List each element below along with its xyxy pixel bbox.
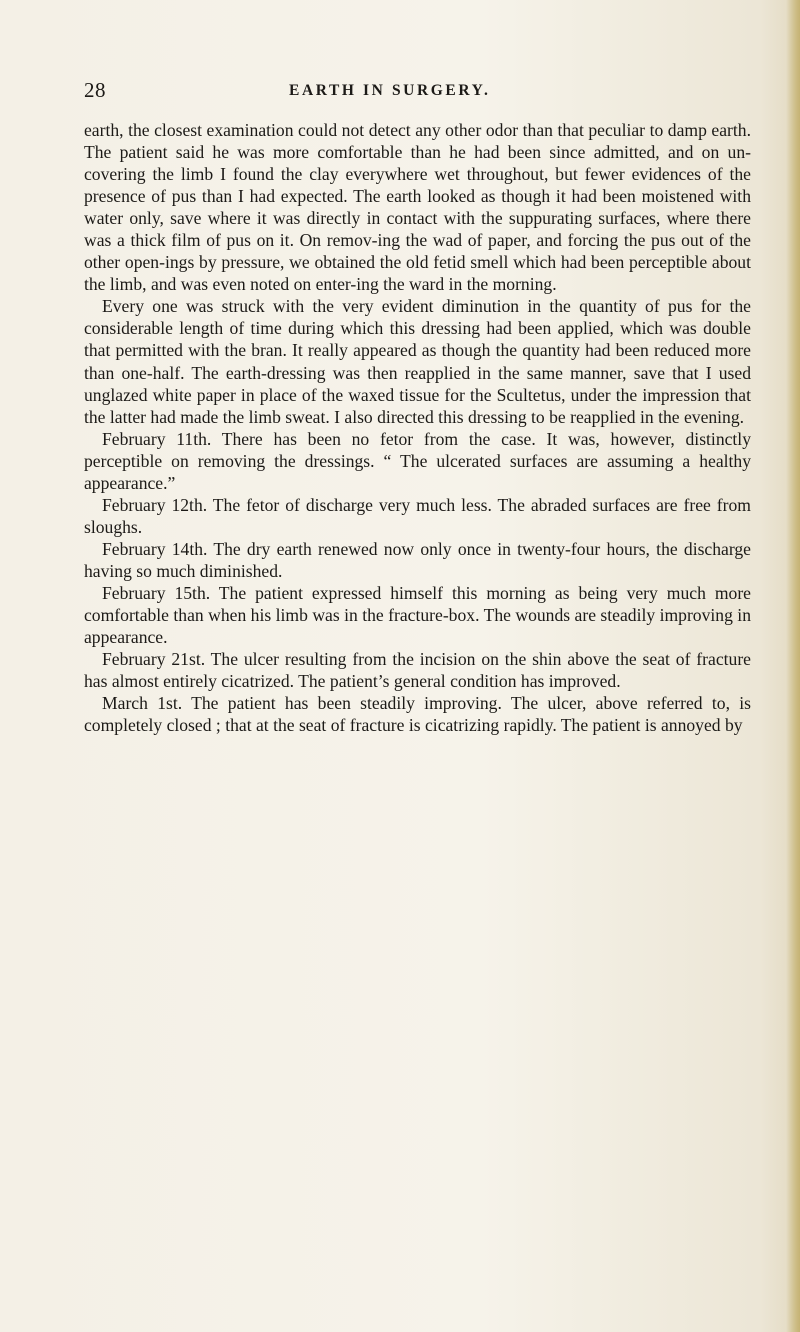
paragraph-continuation: earth, the closest examination could not detect any other odor than that peculiar to damp earth. The patient said he was more comfortable than he had been since admitted, and on un-covering the limb I found the clay everywhere wet throughout, but fewer evidences of the presence of pus than I had expected. The earth looked as though it had been moistened with water only, save where it was directly in contact with the suppurating surfaces, where there was a thick film of pus on it. On remov-ing the wad of paper, and forcing the pus out of the other open-ings by pressure, we obtained the old fetid smell which had been perceptible about the limb, and was even noted on enter-ing the ward in the morning. <box>84 120 751 295</box>
paragraph: Every one was struck with the very evident diminution in the quantity of pus for the considerable length of time during which this dressing had been applied, which was double that permitted with the bran. It really appeared as though the quantity had been reduced more than one-half. The earth-dressing was then reapplied in the same manner, save that I used unglazed white paper in place of the waxed tissue for the Scultetus, under the impression that the latter had made the limb sweat. I also directed this dressing to be reapplied in the evening. <box>84 296 751 427</box>
running-head: EARTH IN SURGERY. <box>289 82 491 99</box>
paragraph-mar-1: March 1st. The patient has been steadily improving. The ulcer, above referred to, is completely closed ; that at the seat of fracture is cicatrizing rapidly. The patient is annoyed by <box>84 693 751 736</box>
paragraph-feb-21: February 21st. The ulcer resulting from the incision on the shin above the seat of fracture has almost entirely cicatrized. The patient’s general condition has improved. <box>84 649 751 692</box>
paragraph-feb-12: February 12th. The fetor of discharge very much less. The abraded surfaces are free from sloughs. <box>84 494 751 537</box>
body-text <box>84 119 751 736</box>
paragraph-feb-15: February 15th. The patient expressed himself this morning as being very much more comfortable than when his limb was in the fracture-box. The wounds are steadily improving in appearance. <box>84 582 751 648</box>
page-header <box>84 78 750 108</box>
paragraph-feb-11: February 11th. There has been no fetor from the case. It was, however, distinctly perceptible on removing the dressings. “ The ulcerated surfaces are assuming a healthy appearance.” <box>84 428 751 493</box>
paragraph-feb-14: February 14th. The dry earth renewed now only once in twenty-four hours, the discharge having so much diminished. <box>84 538 751 581</box>
page-number: 28 <box>84 78 106 102</box>
page-edge-shading <box>786 0 800 1332</box>
